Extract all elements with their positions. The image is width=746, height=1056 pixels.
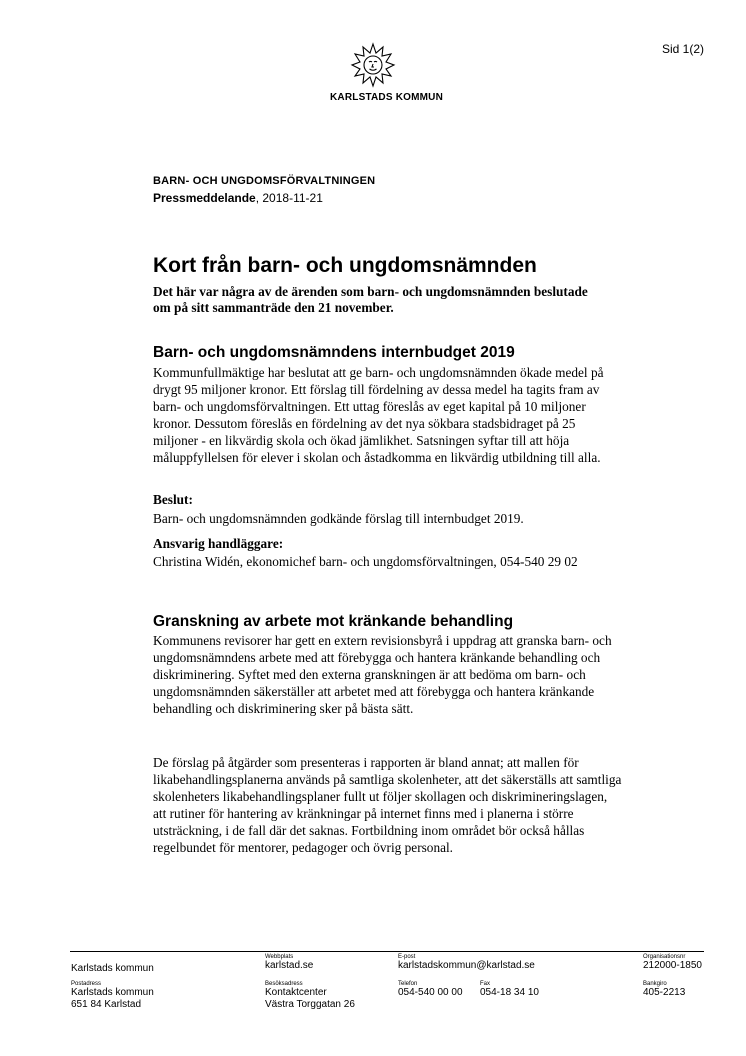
footer-fax-label: Fax [480, 981, 491, 987]
footer-divider [70, 951, 704, 952]
section2-heading: Granskning av arbete mot kränkande behandling [153, 613, 514, 630]
footer-web-label: Webbplats [265, 954, 294, 960]
decision-text: Barn- och ungdomsnämnden godkände förslag till internbudget 2019. [153, 511, 524, 526]
footer-web [265, 954, 313, 972]
section1-body: Kommunfullmäktige har beslutat att ge barn- och ungdomsnämnden ökade medel på drygt 95 miljoner kronor. Ett förslag till fördelning av dessa medel ha tagits fram av barn- och ungdomsförvaltningen. Ett uttag föreslås av eget kapital på 10 miljoner kronor. Dessutom föreslås en fördelning av det nya sökbara stadsbidraget på 25 miljoner - en likvärdig skola och ökad jämlikhet. Satsningen syftar till att höja måluppfyllelsen för elever i skolan och åstadkomma en likvärdig utbildning till alla. [153, 365, 604, 465]
page-number: Sid 1(2) [661, 42, 704, 56]
department-name: BARN- OCH UNGDOMSFÖRVALTNINGEN [153, 175, 376, 187]
footer-bankgiro-value: 405-2213 [643, 987, 686, 998]
footer-visit-line2: Västra Torggatan 26 [265, 999, 355, 1010]
footer-org-name: Karlstads kommun [71, 963, 154, 974]
section1-heading: Barn- och ungdomsnämndens internbudget 2019 [153, 344, 515, 361]
doc-type: Pressmeddelande [153, 191, 256, 205]
footer-email-value[interactable]: karlstadskommun@karlstad.se [398, 960, 535, 971]
footer-bankgiro-label: Bankgiro [643, 981, 667, 987]
sun-logo-icon [350, 42, 396, 88]
footer-postal-line1: Karlstads kommun [71, 987, 154, 998]
footer-email [398, 954, 535, 972]
footer-phone-label: Telefon [398, 981, 418, 987]
footer-fax-value: 054-18 34 10 [480, 987, 539, 998]
footer-visit-line1: Kontaktcenter [265, 987, 327, 998]
footer-postal [71, 981, 154, 1011]
section2-body-2: De förslag på åtgärder som presenteras i rapporten är bland annat; att mallen för likabehandlingsplanerna används på samtliga skolenheter, att det säkerställs att samtliga skolenheters likabehandlingsplaner fullt ut följer skollagen och diskrimineringslagen, att rutiner för hantering av kränkningar på internet finns med i planerna i större utsträckning, i de fall där det saknas. Fortbildning inom området bör också hållas regelbundet för mentorer, pedagoger och övrig personal. [153, 755, 622, 855]
officer-text: Christina Widén, ekonomichef barn- och ungdomsförvaltningen, 054-540 29 02 [153, 554, 578, 569]
footer-visit-label: Besöksadress [265, 981, 303, 987]
footer-orgnr-value: 212000-1850 [643, 960, 702, 971]
footer-phone [398, 981, 463, 999]
page-title: Kort från barn- och ungdomsnämnden [153, 254, 537, 277]
doc-date: , 2018-11-21 [255, 191, 323, 205]
footer-fax [480, 981, 539, 999]
section2-body-1: Kommunens revisorer har gett en extern revisionsbyrå i uppdrag att granska barn- och ungdomsnämndens arbete med att förebygga och hantera kränkande behandling och diskriminering. Syftet med den externa granskningen är att bedöma om barn- och ungdomsnämnden säkerställer att arbetet med att förebygga och hantera kränkande behandling och diskriminering sker på bästa sätt. [153, 633, 612, 716]
logo [330, 42, 444, 103]
footer-orgnr [643, 954, 702, 972]
footer-bankgiro [643, 981, 685, 999]
footer-postal-label: Postadress [71, 981, 102, 987]
footer-phone-value: 054-540 00 00 [398, 987, 463, 998]
footer-web-value[interactable]: karlstad.se [265, 960, 314, 971]
footer-postal-line2: 651 84 Karlstad [71, 999, 142, 1010]
decision-label: Beslut: [153, 492, 193, 507]
intro-text: Det här var några av de ärenden som barn- och ungdomsnämnden beslutade om på sitt sammanträde den 21 november. [153, 284, 588, 315]
officer-label: Ansvarig handläggare: [153, 536, 284, 551]
press-release-line [153, 191, 323, 205]
footer-email-label: E-post [398, 954, 416, 960]
footer-orgnr-label: Organisationsnr [643, 954, 686, 960]
footer-visit [265, 981, 355, 1011]
logo-text: KARLSTADS KOMMUN [330, 92, 444, 103]
